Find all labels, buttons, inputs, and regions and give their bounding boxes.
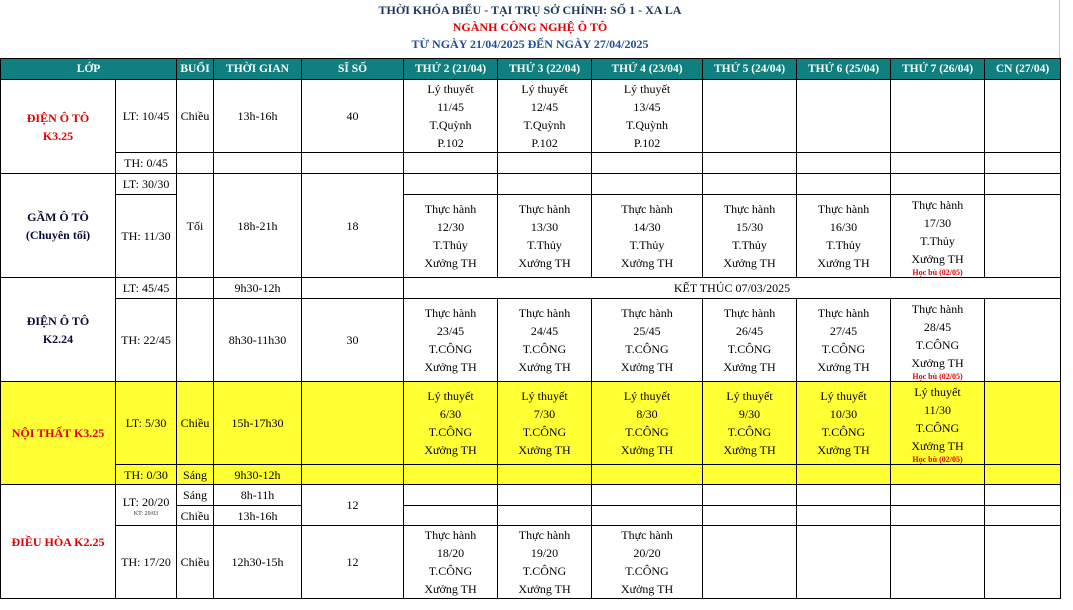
- day-cell: [498, 526, 592, 599]
- title-line-3: TỪ NGÀY 21/04/2025 ĐẾN NGÀY 27/04/2025: [411, 37, 649, 51]
- count-cell: 40: [302, 80, 404, 153]
- entry-progress: 13/45: [633, 100, 661, 114]
- time-cell: 9h30-12h: [214, 465, 302, 485]
- entry-teacher: T.CÔNG: [727, 425, 772, 439]
- session-cell: Sáng: [177, 485, 214, 506]
- class-name-cell: [1, 485, 116, 599]
- class-name-cell: [1, 382, 116, 485]
- col-day-tue: THỨ 3 (22/04): [498, 59, 592, 80]
- entry-kind: Lý thuyết: [914, 384, 961, 399]
- type-cell: LT: 5/30: [116, 382, 177, 465]
- col-day-wed: THỨ 4 (23/04): [592, 59, 703, 80]
- entry-progress: 25/45: [633, 324, 661, 338]
- entry-teacher: T.Thủy: [920, 233, 955, 248]
- makeup-note: Học bù (02/05): [912, 371, 963, 381]
- table-row: [1, 80, 1061, 153]
- entry-kind: Lý thuyết: [820, 389, 867, 403]
- entry-kind: Thực hành: [518, 306, 571, 320]
- table-row: [1, 382, 1061, 465]
- type-cell: LT: 45/45: [116, 278, 177, 299]
- entry-room: Xưởng TH: [620, 256, 674, 270]
- type-cell: LT: 10/45: [116, 80, 177, 153]
- day-cell: [797, 382, 891, 465]
- entry-kind: Lý thuyết: [521, 389, 568, 403]
- day-cell: [703, 299, 797, 382]
- count-cell: 30: [302, 299, 404, 382]
- entry-teacher: T.CÔNG: [522, 342, 567, 356]
- entry-teacher: T.Quỳnh: [523, 118, 566, 132]
- entry-progress: 11/30: [924, 402, 951, 417]
- type-cell: TH: 11/30: [116, 195, 177, 278]
- entry-room: Xưởng TH: [518, 443, 571, 457]
- day-cell: [592, 299, 703, 382]
- timetable: [0, 58, 1061, 599]
- entry-room: Xưởng TH: [620, 360, 674, 374]
- day-cell: [498, 80, 592, 153]
- title-line-2: NGÀNH CÔNG NGHỆ Ô TÔ: [452, 20, 608, 34]
- entry-teacher: T.CÔNG: [625, 342, 669, 356]
- col-lop: LỚP: [1, 59, 177, 80]
- title-line-1: THỜI KHÓA BIỂU - TẠI TRỤ SỞ CHÍNH: SỐ 1 - XA LA: [378, 3, 682, 17]
- table-row: [1, 153, 1061, 174]
- entry-teacher: T.CÔNG: [428, 425, 473, 439]
- entry-progress: 8/30: [636, 407, 658, 421]
- entry-kind: Thực hành: [518, 202, 571, 216]
- count-cell: 12: [302, 526, 404, 599]
- type-cell: TH: 17/20: [116, 526, 177, 599]
- entry-room: Xưởng TH: [518, 256, 571, 270]
- day-cell: [592, 526, 703, 599]
- day-cell: [703, 382, 797, 465]
- time-cell: 9h30-12h: [214, 278, 302, 299]
- entry-progress: 24/45: [530, 324, 559, 338]
- type-cell: [116, 485, 177, 526]
- time-cell: 8h-11h: [214, 485, 302, 506]
- col-thoigian: THỜI GIAN: [214, 59, 302, 80]
- entry-progress: 20/20: [633, 546, 661, 560]
- session-cell: Chiều: [177, 506, 214, 526]
- entry-teacher: T.Thủy: [826, 238, 861, 252]
- col-day-sun: CN (27/04): [985, 59, 1061, 80]
- day-cell: [985, 299, 1061, 382]
- time-cell: 13h-16h: [214, 80, 302, 153]
- col-day-thu: THỨ 5 (24/04): [703, 59, 797, 80]
- day-cell: [592, 195, 703, 278]
- entry-kind: Lý thuyết: [521, 82, 568, 96]
- entry-progress: 15/30: [735, 220, 764, 234]
- class-name: GẦM Ô TÔ: [27, 209, 89, 224]
- entry-kind: Thực hành: [911, 301, 964, 316]
- entry-teacher: T.Quỳnh: [429, 118, 472, 132]
- entry-teacher: T.CÔNG: [522, 564, 567, 578]
- day-cell: [498, 382, 592, 465]
- entry-teacher: T.CÔNG: [625, 564, 669, 578]
- entry-kind: Thực hành: [817, 306, 870, 320]
- day-cell: [891, 195, 985, 278]
- entry-progress: 12/45: [530, 100, 559, 114]
- type-label: LT: 20/20: [122, 494, 170, 509]
- time-cell: 12h30-15h: [214, 526, 302, 599]
- entry-progress: 28/45: [923, 319, 952, 334]
- day-cell: [891, 80, 985, 153]
- time-cell: 18h-21h: [214, 174, 302, 278]
- entry-kind: Lý thuyết: [623, 389, 671, 403]
- type-cell: TH: 22/45: [116, 299, 177, 382]
- entry-progress: 19/20: [530, 546, 559, 560]
- count-cell: 12: [302, 485, 404, 526]
- entry-kind: Thực hành: [621, 306, 673, 320]
- entry-progress: 11/45: [437, 100, 464, 114]
- session-cell: Sáng: [177, 465, 214, 485]
- day-cell: [703, 195, 797, 278]
- sheet-gridline: [1059, 0, 1060, 58]
- table-row: [1, 485, 1061, 506]
- type-cell: LT: 30/30: [116, 174, 177, 195]
- entry-teacher: T.Thủy: [629, 238, 665, 252]
- day-cell: [985, 80, 1061, 153]
- day-cell: [891, 299, 985, 382]
- day-cell: [592, 80, 703, 153]
- count-cell: 18: [302, 174, 404, 278]
- entry-progress: 26/45: [735, 324, 764, 338]
- entry-room: Xưởng TH: [424, 360, 477, 374]
- table-row: [1, 299, 1061, 382]
- entry-kind: Thực hành: [723, 306, 776, 320]
- entry-kind: Thực hành: [424, 202, 477, 216]
- entry-teacher: T.Thủy: [433, 238, 468, 252]
- entry-room: Xưởng TH: [817, 443, 870, 457]
- entry-kind: Thực hành: [621, 202, 673, 216]
- entry-progress: 9/30: [738, 407, 761, 421]
- col-buoi: BUỔI: [177, 59, 214, 80]
- session-cell: Chiều: [177, 80, 214, 153]
- entry-progress: 6/30: [439, 407, 462, 421]
- entry-kind: Thực hành: [723, 202, 776, 216]
- entry-room: Xưởng TH: [424, 256, 477, 270]
- table-row: [1, 465, 1061, 485]
- day-cell: [985, 382, 1061, 465]
- class-name: ĐIỆN Ô TÔ: [26, 313, 90, 328]
- day-cell: [891, 382, 985, 465]
- entry-room: P.102: [531, 136, 558, 150]
- entry-room: Xưởng TH: [620, 582, 674, 596]
- class-code: K3.25: [42, 128, 74, 143]
- entry-progress: 13/30: [530, 220, 559, 234]
- entry-teacher: T.CÔNG: [915, 337, 960, 352]
- entry-room: Xưởng TH: [723, 443, 776, 457]
- class-name-cell: [1, 174, 116, 278]
- entry-progress: 16/30: [829, 220, 858, 234]
- class-name: ĐIỆN Ô TÔ: [26, 110, 90, 125]
- type-cell: TH: 0/45: [116, 153, 177, 174]
- class-name-cell: [1, 278, 116, 382]
- entry-kind: Thực hành: [621, 528, 673, 542]
- entry-room: Xưởng TH: [817, 256, 870, 270]
- entry-teacher: T.CÔNG: [821, 425, 866, 439]
- entry-kind: Thực hành: [911, 197, 964, 212]
- entry-teacher: T.CÔNG: [727, 342, 772, 356]
- entry-room: Xưởng TH: [723, 256, 776, 270]
- class-name-cell: [1, 80, 116, 174]
- entry-progress: 27/45: [829, 324, 858, 338]
- type-cell: TH: 0/30: [116, 465, 177, 485]
- ended-notice: KẾT THÚC 07/03/2025: [404, 278, 1061, 299]
- table-row: [1, 526, 1061, 599]
- ended-date: KT: 29/03: [133, 510, 159, 517]
- entry-room: Xưởng TH: [817, 360, 870, 374]
- session-cell: Chiều: [177, 382, 214, 465]
- entry-kind: Lý thuyết: [726, 389, 773, 403]
- day-cell: [498, 299, 592, 382]
- table-row: [1, 174, 1061, 195]
- entry-teacher: T.Thủy: [732, 238, 767, 252]
- col-day-mon: THỨ 2 (21/04): [404, 59, 498, 80]
- entry-progress: 12/30: [436, 220, 465, 234]
- entry-room: Xưởng TH: [424, 582, 477, 596]
- makeup-note: Học bù (02/05): [912, 454, 963, 464]
- entry-progress: 23/45: [436, 324, 465, 338]
- session-cell: Tối: [177, 174, 214, 278]
- entry-room: Xưởng TH: [911, 251, 964, 266]
- day-cell: [404, 195, 498, 278]
- class-code: (Chuyên tối): [25, 227, 91, 242]
- day-cell: [404, 382, 498, 465]
- day-cell: [797, 195, 891, 278]
- entry-room: Xưởng TH: [723, 360, 776, 374]
- entry-room: Xưởng TH: [911, 438, 964, 453]
- entry-kind: Thực hành: [817, 202, 870, 216]
- class-code: K2.24: [42, 331, 74, 346]
- entry-teacher: T.CÔNG: [821, 342, 866, 356]
- entry-teacher: T.CÔNG: [428, 564, 473, 578]
- entry-room: P.102: [437, 136, 464, 150]
- day-cell: [797, 80, 891, 153]
- entry-room: Xưởng TH: [424, 443, 477, 457]
- entry-room: P.102: [633, 136, 661, 150]
- entry-kind: Thực hành: [424, 306, 477, 320]
- col-day-fri: THỨ 6 (25/04): [797, 59, 891, 80]
- entry-teacher: T.CÔNG: [428, 342, 473, 356]
- entry-kind: Lý thuyết: [427, 82, 474, 96]
- entry-kind: Thực hành: [518, 528, 571, 542]
- entry-kind: Lý thuyết: [427, 389, 474, 403]
- col-day-sat: THỨ 7 (26/04): [891, 59, 985, 80]
- entry-room: Xưởng TH: [620, 443, 674, 457]
- day-cell: [592, 382, 703, 465]
- table-row: [1, 195, 1061, 278]
- day-cell: [985, 195, 1061, 278]
- col-siso: SĨ SỐ: [302, 59, 404, 80]
- entry-teacher: T.CÔNG: [625, 425, 669, 439]
- day-cell: [703, 80, 797, 153]
- time-cell: 13h-16h: [214, 506, 302, 526]
- day-cell: [404, 299, 498, 382]
- makeup-note: Học bù (02/05): [912, 267, 963, 277]
- entry-teacher: T.Thủy: [527, 238, 562, 252]
- time-cell: 15h-17h30: [214, 382, 302, 465]
- day-cell: [498, 195, 592, 278]
- entry-teacher: T.Quỳnh: [625, 118, 669, 132]
- class-name: NỘI THẤT K3.25: [11, 426, 105, 440]
- entry-progress: 14/30: [633, 220, 661, 234]
- entry-progress: 7/30: [533, 407, 556, 421]
- entry-progress: 18/20: [436, 546, 465, 560]
- entry-progress: 10/30: [829, 407, 858, 421]
- entry-progress: 17/30: [923, 215, 952, 230]
- time-cell: 8h30-11h30: [214, 299, 302, 382]
- day-cell: [797, 299, 891, 382]
- session-cell: Chiều: [177, 526, 214, 599]
- entry-teacher: T.CÔNG: [915, 420, 960, 435]
- class-name: ĐIỀU HÒA K2.25: [11, 534, 105, 549]
- entry-room: Xưởng TH: [518, 360, 571, 374]
- entry-kind: Lý thuyết: [623, 82, 671, 96]
- entry-teacher: T.CÔNG: [522, 425, 567, 439]
- header-row: [1, 59, 1061, 80]
- entry-room: Xưởng TH: [518, 582, 571, 596]
- day-cell: [404, 526, 498, 599]
- table-row: [1, 278, 1061, 299]
- day-cell: [404, 80, 498, 153]
- entry-kind: Thực hành: [424, 528, 477, 542]
- entry-room: Xưởng TH: [911, 355, 964, 370]
